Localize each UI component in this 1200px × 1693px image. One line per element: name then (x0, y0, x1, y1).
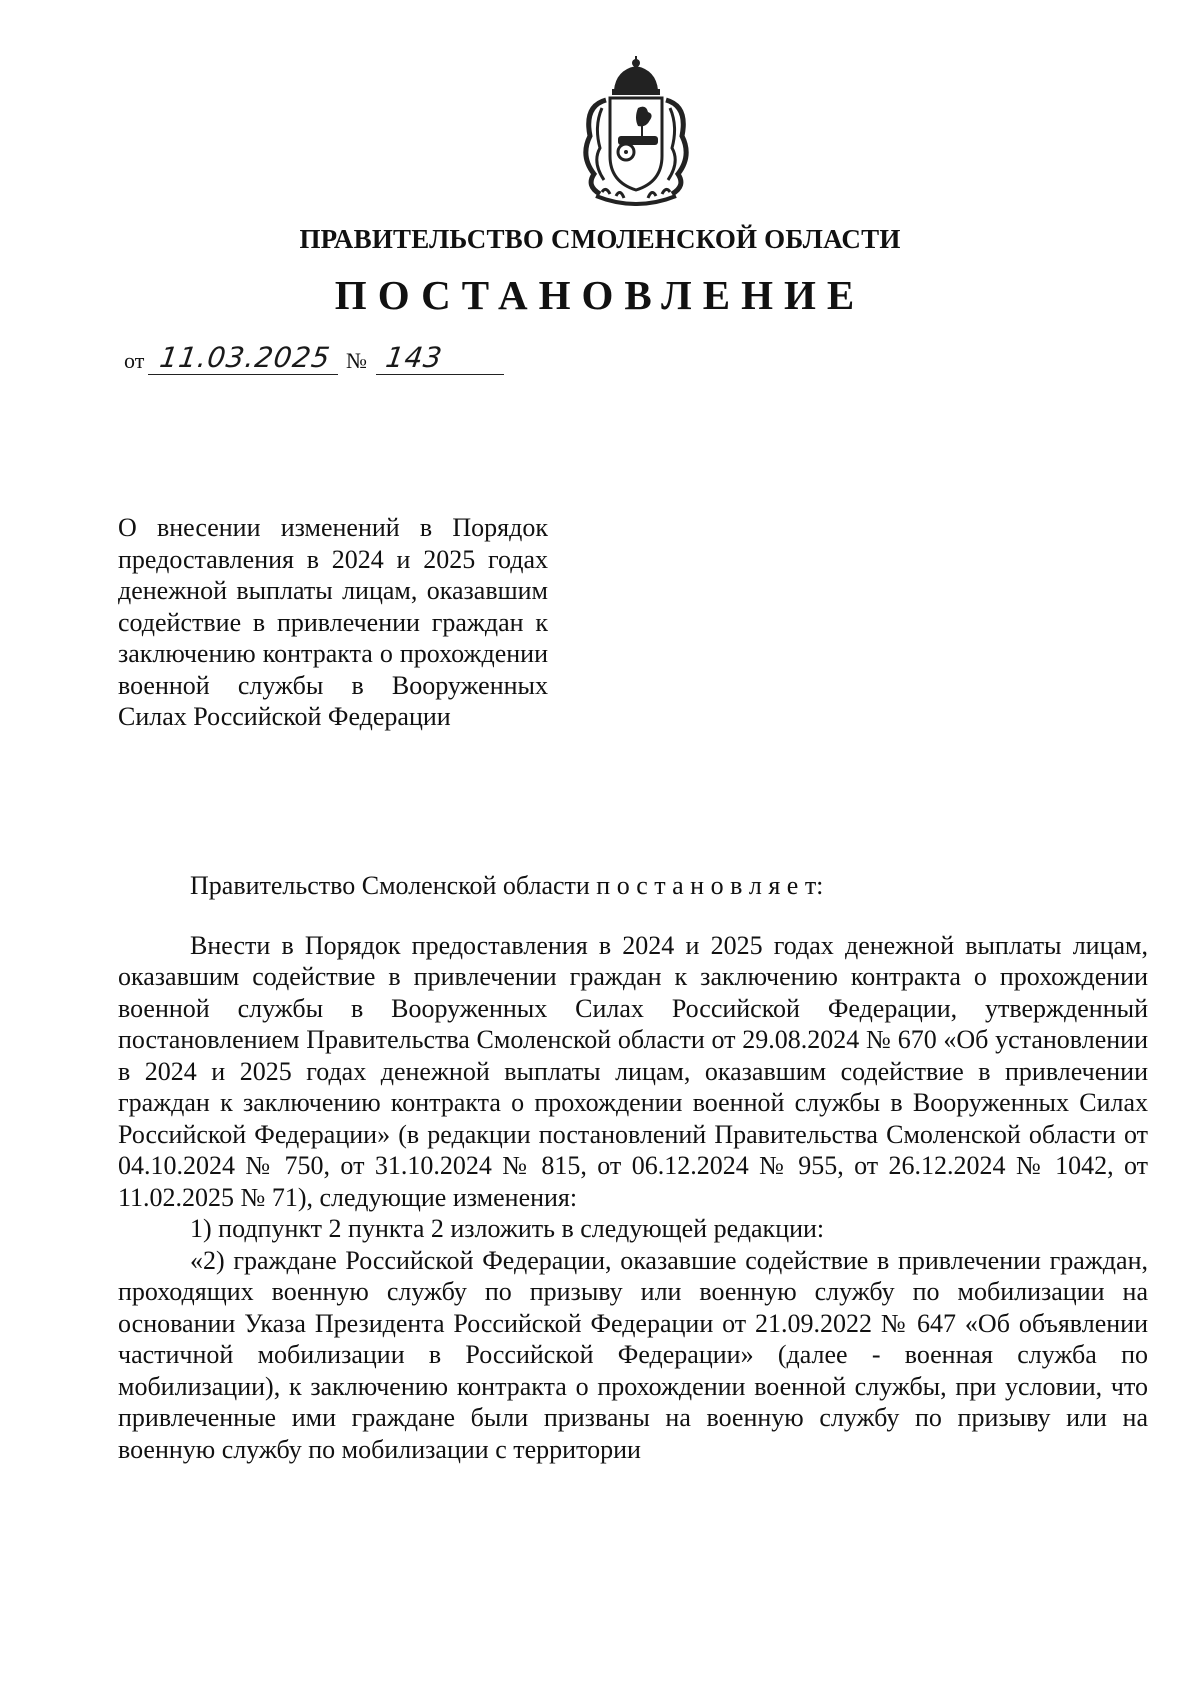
coat-of-arms-icon (576, 56, 696, 206)
date-label: от (124, 348, 145, 373)
document-body (118, 870, 1148, 1465)
document-subject: О внесении изменений в Порядок предоставления в 2024 и 2025 годах денежной выплаты лицам, оказавшим содействие в привлечении граждан к заключению контракта о прохождении военной службы в Вооруженных Силах Российской Федерации (118, 513, 548, 731)
body-paragraph: 1) подпункт 2 пункта 2 изложить в следующей редакции: (190, 1214, 825, 1243)
document-type-title: ПОСТАНОВЛЕНИЕ (334, 272, 866, 318)
date-number-line (124, 340, 564, 380)
resolution-clause: Правительство Смоленской области п о с т а н о в л я е т: (190, 871, 824, 900)
number-label: № (346, 348, 367, 373)
body-paragraph: «2) граждане Российской Федерации, оказавшие содействие в привлечении граждан, проходящих военную службу по призыву или военную службу по мобилизации на основании Указа Президента Российской Федерации от 21.09.2022 № 647 «Об объявлении частичной мобилизации в Российской Федерации» (далее - военная служба по мобилизации), к заключению контракта о прохождении военной службы, при условии, что привлеченные ими граждане были призваны на военную службу по призыву или на военную службу по мобилизации с территории (118, 1245, 1148, 1464)
handwritten-number: 143 (383, 341, 445, 374)
handwritten-date: 11.03.2025 (157, 341, 333, 374)
body-paragraph: Внести в Порядок предоставления в 2024 и 2025 годах денежной выплаты лицам, оказавшим содействие в привлечении граждан к заключению контракта о прохождении военной службы в Вооруженных Силах Российской Федерации, утвержденный постановлением Правительства Смоленской области от 29.08.2024 № 670 «Об установлении в 2024 и 2025 годах денежной выплаты лицам, оказавшим содействие в привлечении граждан к заключению контракта о прохождении военной службы в Вооруженных Силах Российской Федерации» (в редакции постановлений Правительства Смоленской области от 04.10.2024 № 750, от 31.10.2024 № 815, от 06.12.2024 № 955, от 26.12.2024 № 1042, от 11.02.2025 № 71), следующие изменения: (118, 930, 1148, 1212)
government-name: ПРАВИТЕЛЬСТВО СМОЛЕНСКОЙ ОБЛАСТИ (299, 224, 901, 254)
